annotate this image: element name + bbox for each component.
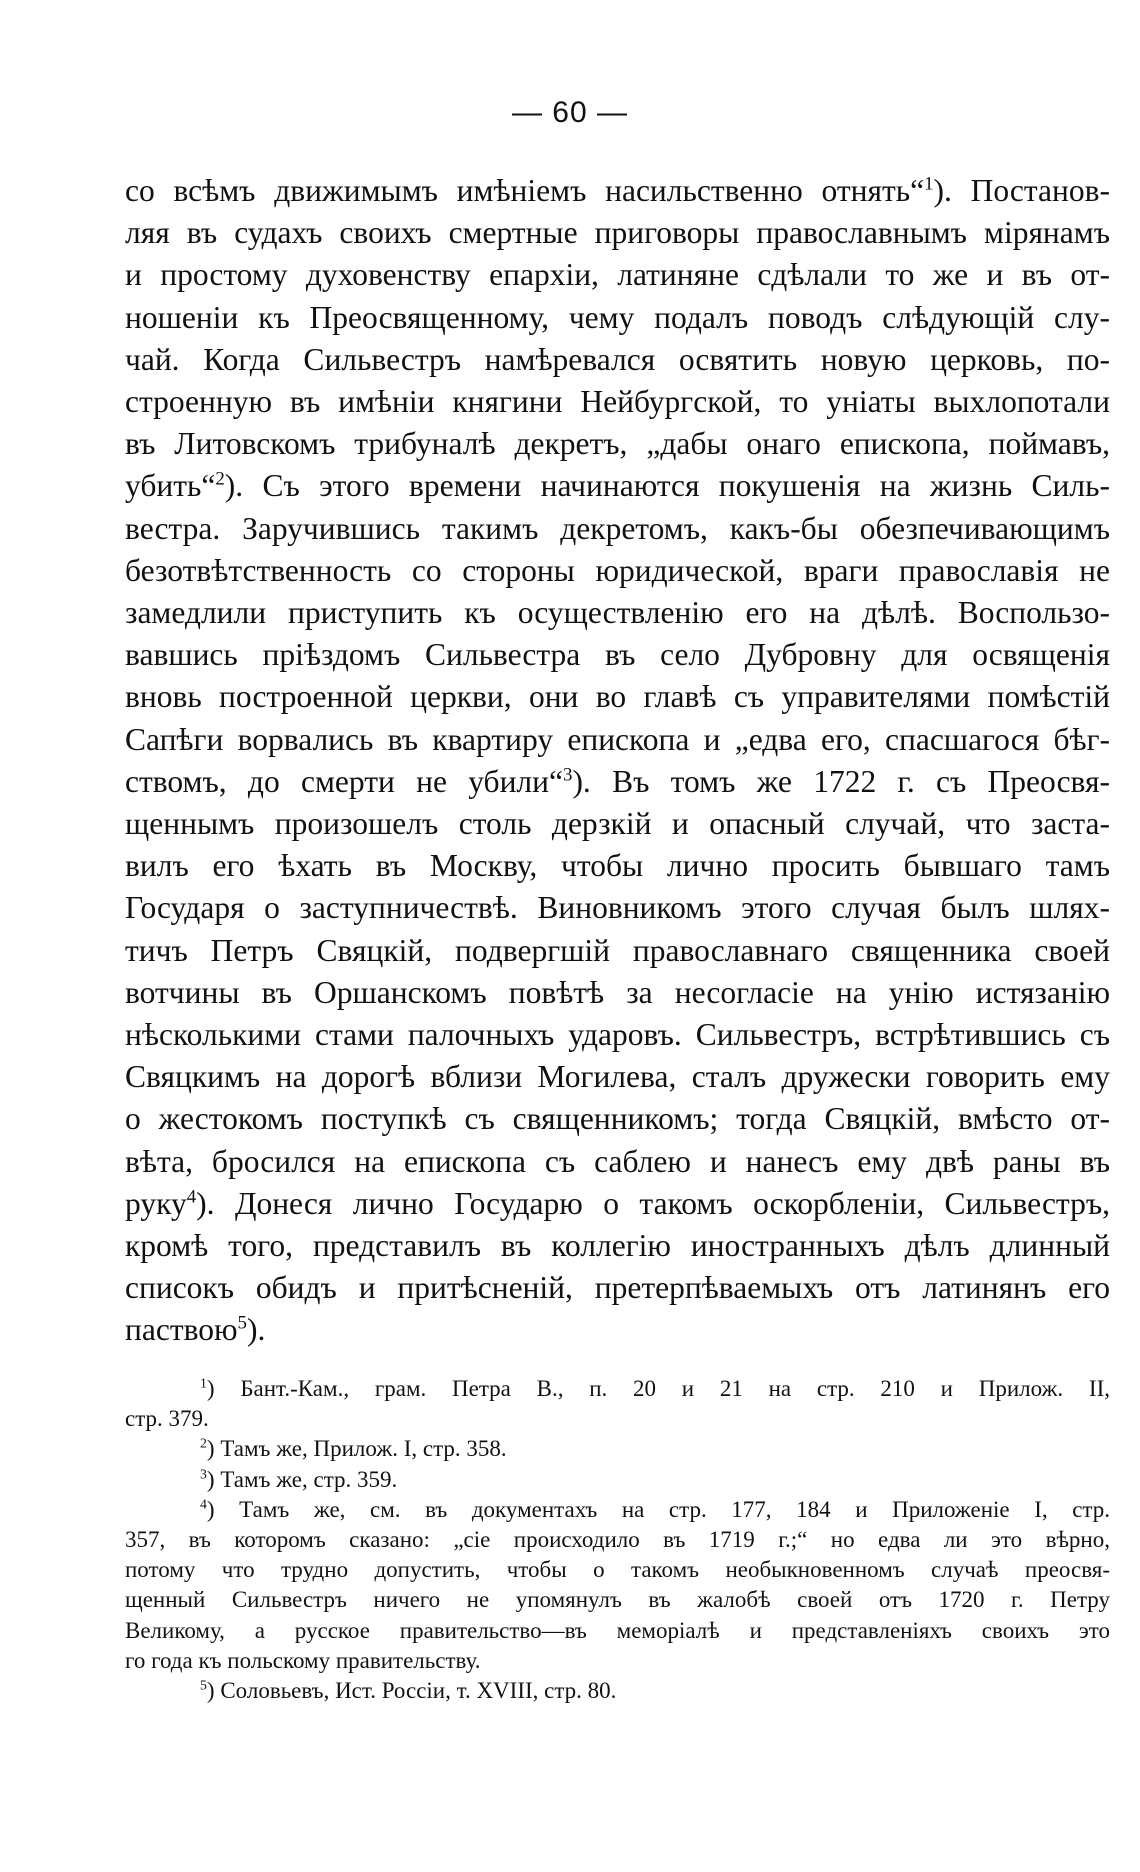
footnote-line — [125, 1404, 1110, 1434]
text-line — [125, 972, 1110, 1014]
text-segment: ). Постанов- — [933, 173, 1110, 208]
footnote-text: стр. 379. — [125, 1406, 209, 1432]
text-segment: ляя въ судахъ своихъ смертные приговоры православнымъ мірянамъ — [125, 215, 1110, 251]
text-segment: о жестокомъ поступкѣ съ священникомъ; тогда Свяцкій, вмѣсто от- — [125, 1101, 1110, 1137]
text-line — [125, 1141, 1110, 1183]
text-segment: паствою — [125, 1312, 238, 1348]
text-segment: чай. Когда Сильвестръ намѣревался освятить новую церковь, по- — [125, 341, 1110, 377]
footnote-text: 357, въ которомъ сказано: „сіе происходило въ 1719 г.;“ но едва ли это вѣрно, — [125, 1527, 1110, 1553]
footnotes — [125, 1374, 1110, 1706]
footnote-text: щенный Сильвестръ ничего не упомянулъ въ жалобѣ своей отъ 1720 г. Петру — [125, 1587, 1110, 1613]
text-segment: вотчины въ Оршанскомъ повѣтѣ за несогласіе на унію истязанію — [125, 974, 1110, 1010]
text-segment: вновь построенной церкви, они во главѣ съ управителями помѣстій — [125, 679, 1110, 715]
footnote-text: ) Соловьевъ, Ист. Россіи, т. XVIII, стр. 80. — [206, 1678, 617, 1704]
footnote-marker: 5 — [237, 1312, 247, 1334]
text-segment: ствомъ, до смерти не убили“ — [125, 763, 563, 799]
page-number: — 60 — — [511, 96, 629, 129]
text-segment: Сапѣги ворвались въ квартиру епископа и „едва его, спасшагося бѣг- — [125, 721, 1110, 757]
footnote-line — [125, 1434, 1110, 1464]
footnote-number: 2 — [200, 1435, 207, 1451]
footnote-text: потому что трудно допустить, чтобы о такомъ необыкновенномъ случаѣ преосвя- — [125, 1557, 1110, 1583]
text-segment: и простому духовенству епархіи, латиняне сдѣлали то же и въ от- — [125, 257, 1110, 293]
text-line — [125, 845, 1110, 887]
text-segment: въ Литовскомъ трибуналѣ декретъ, „дабы онаго епископа, поймавъ, — [125, 426, 1110, 462]
text-segment: Государя о заступничествѣ. Виновникомъ этого случая былъ шлях- — [125, 890, 1110, 926]
text-line — [125, 550, 1110, 592]
footnote-text: ) Тамъ же, см. въ документахъ на стр. 177, 184 и Приложеніе I, стр. — [206, 1496, 1110, 1522]
text-line — [125, 254, 1110, 296]
text-segment: строенную въ имѣніи княгини Нейбургской, то уніаты выхлопотали — [125, 384, 1110, 420]
text-line — [125, 676, 1110, 718]
text-segment: ). Въ томъ же 1722 г. съ Преосвя- — [572, 763, 1110, 799]
text-line — [125, 1225, 1110, 1267]
footnote-line — [125, 1676, 1110, 1706]
footnote-marker: 1 — [924, 173, 934, 195]
text-segment: кромѣ того, представилъ въ коллегію иностранныхъ дѣлъ длинный — [125, 1228, 1110, 1264]
footnote-text: Великому, а русское правительство—въ меморіалѣ и представленіяхъ своихъ это — [125, 1617, 1110, 1643]
text-line — [125, 297, 1110, 339]
footnote-line — [125, 1555, 1110, 1585]
text-segment: вѣта, бросился на епископа съ саблею и нанесъ ему двѣ раны въ — [125, 1143, 1110, 1179]
text-line — [125, 761, 1110, 803]
footnote-text: го года къ польскому правительству. — [125, 1647, 481, 1673]
text-line — [125, 1183, 1110, 1225]
text-segment: вестра. Заручившись такимъ декретомъ, какъ-бы обезпечивающимъ — [125, 510, 1110, 546]
text-segment: со всѣмъ движимымъ имѣніемъ насильственно отнять“ — [125, 173, 925, 208]
footnote-marker: 3 — [562, 764, 573, 786]
text-line — [125, 1014, 1110, 1056]
footnote-line — [125, 1495, 1110, 1525]
text-segment: Свяцкимъ на дорогѣ вблизи Могилева, сталъ дружески говорить ему — [125, 1059, 1110, 1095]
main-text — [125, 170, 1110, 1352]
footnote-line — [125, 1465, 1110, 1495]
text-segment: ношеніи къ Преосвященному, чему подалъ поводъ слѣдующій слу- — [125, 299, 1110, 335]
text-line — [125, 930, 1110, 972]
text-segment: щеннымъ произошелъ столь дерзкій и опасный случай, что заста- — [125, 806, 1110, 842]
text-line — [125, 339, 1110, 381]
footnote-line — [125, 1646, 1110, 1676]
footnote-number: 4 — [200, 1496, 207, 1512]
text-line — [125, 887, 1110, 929]
text-line — [125, 1309, 1110, 1351]
text-line — [125, 1098, 1110, 1140]
footnote-line — [125, 1374, 1110, 1404]
text-line — [125, 170, 1110, 212]
text-segment: ). Донеся лично Государю о такомъ оскорбленіи, Сильвестръ, — [196, 1185, 1110, 1221]
footnote-text: ) Тамъ же, Прилож. I, стр. 358. — [206, 1436, 507, 1462]
text-line — [125, 423, 1110, 465]
footnote-line — [125, 1585, 1110, 1615]
text-line — [125, 803, 1110, 845]
footnote-text: ) Тамъ же, стр. 359. — [206, 1466, 398, 1492]
text-line — [125, 508, 1110, 550]
footnote-number: 5 — [200, 1677, 207, 1693]
text-line — [125, 634, 1110, 676]
footnote-line — [125, 1525, 1110, 1555]
text-segment: ). Съ этого времени начинаются покушенія на жизнь Силь- — [224, 468, 1110, 504]
text-line — [125, 465, 1110, 507]
footnote-marker: 2 — [215, 468, 225, 490]
text-segment: тичъ Петръ Свяцкій, подвергшій православнаго священника своей — [125, 932, 1110, 968]
text-line — [125, 381, 1110, 423]
text-segment: вилъ его ѣхать въ Москву, чтобы лично просить бывшаго тамъ — [125, 848, 1110, 884]
footnote-marker: 4 — [186, 1186, 197, 1208]
text-segment: замедлили приступить къ осуществленію его на дѣлѣ. Воспользо- — [125, 595, 1110, 631]
text-segment: ). — [246, 1312, 266, 1348]
footnote-line — [125, 1616, 1110, 1646]
text-line — [125, 1056, 1110, 1098]
text-segment: вавшись пріѣздомъ Сильвестра въ село Дубровну для освященія — [125, 637, 1110, 673]
footnote-number: 1 — [200, 1375, 207, 1391]
text-line — [125, 1267, 1110, 1309]
text-segment: списокъ обидъ и притѣсненій, претерпѣваемыхъ отъ латинянъ его — [125, 1270, 1110, 1306]
text-line — [125, 719, 1110, 761]
text-segment: нѣсколькими стами палочныхъ ударовъ. Сильвестръ, встрѣтившись съ — [125, 1017, 1110, 1053]
text-line — [125, 212, 1110, 254]
text-segment: безотвѣтственность со стороны юридической, враги православія не — [125, 552, 1110, 588]
footnote-number: 3 — [200, 1465, 207, 1481]
text-segment: убить“ — [125, 468, 216, 504]
text-segment: руку — [125, 1185, 187, 1221]
text-line — [125, 592, 1110, 634]
footnote-text: ) Бант.-Кам., грам. Петра В., п. 20 и 21 на стр. 210 и Прилож. II, — [206, 1376, 1110, 1401]
